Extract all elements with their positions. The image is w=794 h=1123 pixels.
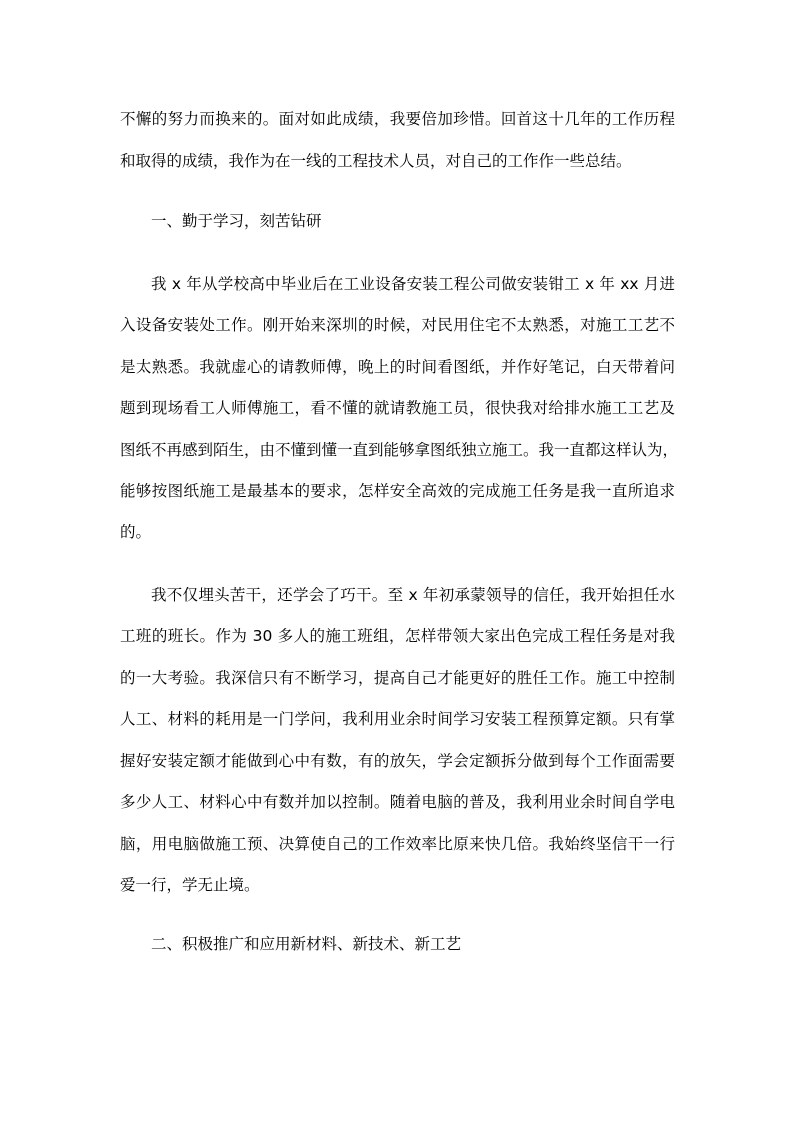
section-heading: 二、积极推广和应用新材料、新技术、新工艺 [151, 935, 462, 953]
paragraph-line: 的。 [120, 523, 152, 541]
paragraph-line: 题到现场看工人师傅施工，看不懂的就请教施工员，很快我对给排水施工工艺及 [120, 399, 675, 417]
paragraph-line: 多少人工、材料心中有数并加以控制。随着电脑的普及，我利用业余时间自学电 [120, 793, 675, 811]
paragraph-line: 的一大考验。我深信只有不断学习，提高自己才能更好的胜任工作。施工中控制 [120, 669, 675, 687]
paragraph-line: 能够按图纸施工是最基本的要求，怎样安全高效的完成施工任务是我一直所追求 [120, 482, 675, 500]
paragraph-line: 我 x 年从学校高中毕业后在工业设备安装工程公司做安装钳工 x 年 xx 月进 [151, 275, 675, 293]
section-heading: 一、勤于学习，刻苦钻研 [151, 212, 322, 230]
paragraph-line: 不懈的努力而换来的。面对如此成绩，我要倍加珍惜。回首这十几年的工作历程 [120, 110, 675, 128]
paragraph-line: 握好安装定额才能做到心中有数，有的放矢，学会定额拆分做到每个工作面需要 [120, 752, 675, 770]
paragraph-line: 脑，用电脑做施工预、决算使自己的工作效率比原来快几倍。我始终坚信干一行 [120, 835, 675, 853]
paragraph-line: 入设备安装处工作。刚开始来深圳的时候，对民用住宅不太熟悉，对施工工艺不 [120, 316, 675, 334]
paragraph-line: 是太熟悉。我就虚心的请教师傅，晚上的时间看图纸，并作好笔记，白天带着问 [120, 358, 675, 376]
paragraph-line: 爱一行，学无止境。 [120, 876, 260, 894]
paragraph-line: 图纸不再感到陌生，由不懂到懂一直到能够拿图纸独立施工。我一直都这样认为， [120, 441, 679, 459]
paragraph-line: 人工、材料的耗用是一门学问，我利用业余时间学习安装工程预算定额。只有掌 [120, 710, 675, 728]
paragraph-line: 工班的班长。作为 30 多人的施工班组，怎样带领大家出色完成工程任务是对我 [120, 627, 675, 645]
paragraph-line: 和取得的成绩，我作为在一线的工程技术人员，对自己的工作作一些总结。 [120, 152, 632, 170]
paragraph-line: 我不仅埋头苦干，还学会了巧干。至 x 年初承蒙领导的信任，我开始担任水 [151, 586, 675, 604]
